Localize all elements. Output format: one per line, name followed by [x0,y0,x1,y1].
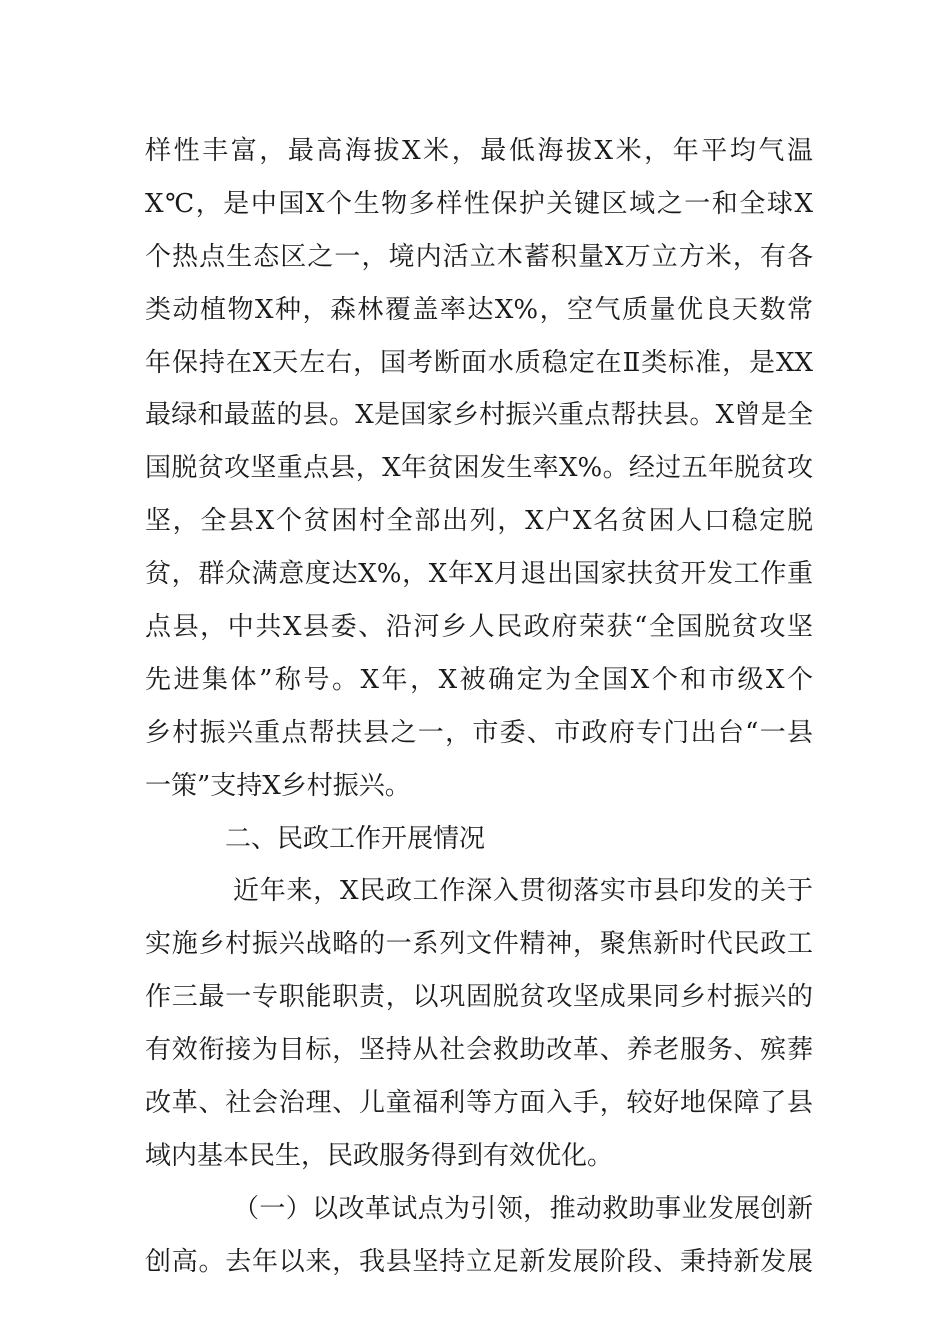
text-line: 类动植物X种，森林覆盖率达X%，空气质量优良天数常 [145,294,813,325]
text-line: 改革、社会治理、儿童福利等方面入手，较好地保障了县 [145,1088,813,1119]
text-line: 一策”支持X乡村振兴。 [145,770,411,801]
paragraph-3 [145,1183,813,1289]
text-line: 样性丰富，最高海拔X米，最低海拔X米，年平均气温 [145,136,813,166]
text-line: 近年来，X民政工作深入贯彻落实市县印发的关于 [233,876,813,907]
text-line: 域内基本民生，民政服务得到有效优化。 [145,1140,614,1171]
text-line: 有效衔接为目标，坚持从社会救助改革、养老服务、殡葬 [145,1035,813,1066]
paragraph-1 [145,125,813,813]
text-line: 作三最一专职能职责，以巩固脱贫攻坚成果同乡村振兴的 [145,982,813,1013]
text-line: 实施乡村振兴战略的一系列文件精神，聚焦新时代民政工 [145,929,813,960]
text-line: 年保持在X天左右，国考断面水质稳定在Ⅱ类标准，是XX [145,347,813,378]
paragraph-2 [145,865,813,1182]
text-line: 先进集体”称号。X年，X被确定为全国X个和市级X个 [145,664,813,695]
text-line: （一）以改革试点为引领，推动救助事业发展创新 [233,1193,813,1224]
section-heading: 二、民政工作开展情况 [225,823,486,854]
document-body [145,125,813,1289]
text-line: 贫，群众满意度达X%，X年X月退出国家扶贫开发工作重 [145,559,813,590]
text-line: X℃，是中国X个生物多样性保护关键区域之一和全球X [145,188,813,219]
text-line: 点县，中共X县委、沿河乡人民政府荣获“全国脱贫攻坚 [145,612,813,643]
text-line: 坚，全县X个贫困村全部出列，X户X名贫困人口稳定脱 [145,506,813,537]
text-line: 国脱贫攻坚重点县，X年贫困发生率X%。经过五年脱贫攻 [145,453,813,484]
text-line: 乡村振兴重点帮扶县之一，市委、市政府专门出台“一县 [145,717,813,748]
text-line: 最绿和最蓝的县。X是国家乡村振兴重点帮扶县。X曾是全 [145,400,813,431]
text-line: 创高。去年以来，我县坚持立足新发展阶段、秉持新发展 [145,1246,813,1277]
text-line: 个热点生态区之一，境内活立木蓄积量X万立方米，有各 [145,241,813,272]
